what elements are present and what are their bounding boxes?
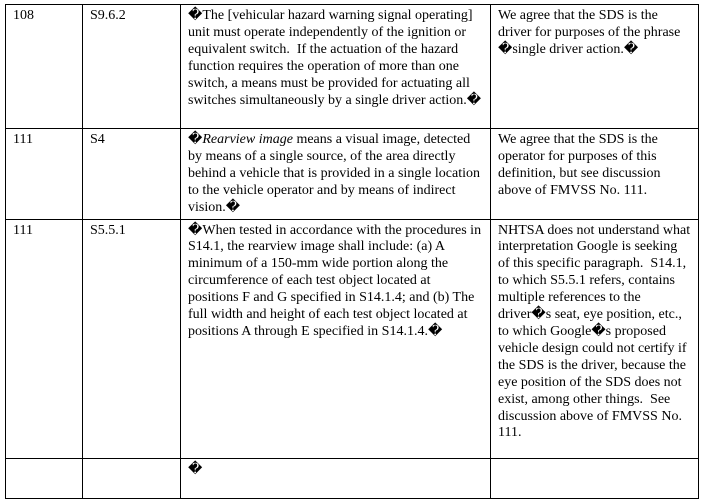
text-segment: �When tested in accordance with the procedures in S14.1, the rearview image shall include: (a) A minimum of a 150-mm wide portion along the circumference of each test object located at positions F and G specified in S14.1.4; and (b) The full width and height of each test object located at positions A through E specified in S14.1.4.�: [188, 222, 485, 339]
text-segment: S4: [90, 132, 105, 147]
regulation-text-cell: [181, 5, 491, 129]
section-cell: [83, 219, 181, 458]
comment-number-cell: [6, 458, 83, 498]
table-row: [6, 5, 699, 129]
comment-number-cell: [6, 5, 83, 129]
table-row: [6, 458, 699, 498]
text-segment: Rearview image: [202, 132, 293, 147]
response-cell: [491, 219, 699, 458]
regulation-text-cell: [181, 129, 491, 220]
text-segment: means a visual image, detected by means of a single source, of the area directly behind a vehicle that is provided in a single location to the vehicle operator and by means of indirect vision.�: [188, 132, 484, 215]
comment-response-table: [5, 4, 699, 499]
table-row: [6, 219, 699, 458]
comment-number-cell: [6, 129, 83, 220]
section-cell: [83, 5, 181, 129]
section-cell: [83, 129, 181, 220]
text-segment: �: [188, 132, 203, 147]
text-segment: We agree that the SDS is the operator for purposes of this definition, but see discussion above of FMVSS No. 111.: [498, 132, 665, 198]
comment-number-cell: [6, 219, 83, 458]
table-row: [6, 129, 699, 220]
regulation-text-cell: [181, 458, 491, 498]
response-cell: [491, 5, 699, 129]
regulation-text-cell: [181, 219, 491, 458]
response-cell: [491, 129, 699, 220]
text-segment: 111: [13, 132, 33, 147]
text-segment: 111: [13, 222, 33, 238]
section-cell: [83, 458, 181, 498]
text-segment: �: [188, 461, 203, 477]
text-segment: S5.5.1: [90, 222, 126, 238]
text-segment: We agree that the SDS is the driver for purposes of the phrase �single driver action.�: [498, 8, 684, 57]
text-segment: NHTSA does not understand what interpretation Google is seeking of this specific paragraph. S14.1, to which S5.5.1 refers, contains multiple references to the driver�s seat, eye position, etc., to which Google�s proposed vehicle design could not certify if the SDS is the driver, because the eye position of the SDS does not exist, among other things. See discussion above of FMVSS No. 111.: [498, 222, 694, 441]
response-cell: [491, 458, 699, 498]
text-segment: �The [vehicular hazard warning signal operating] unit must operate independently of the ignition or equivalent switch. If the actuation of the hazard function requires the operation of more than one switch, a means must be provided for actuating all switches simultaneously by a single driver action.�: [188, 8, 482, 108]
comment-table-body: [6, 5, 699, 499]
text-segment: S9.6.2: [90, 8, 126, 23]
text-segment: 108: [13, 8, 34, 23]
